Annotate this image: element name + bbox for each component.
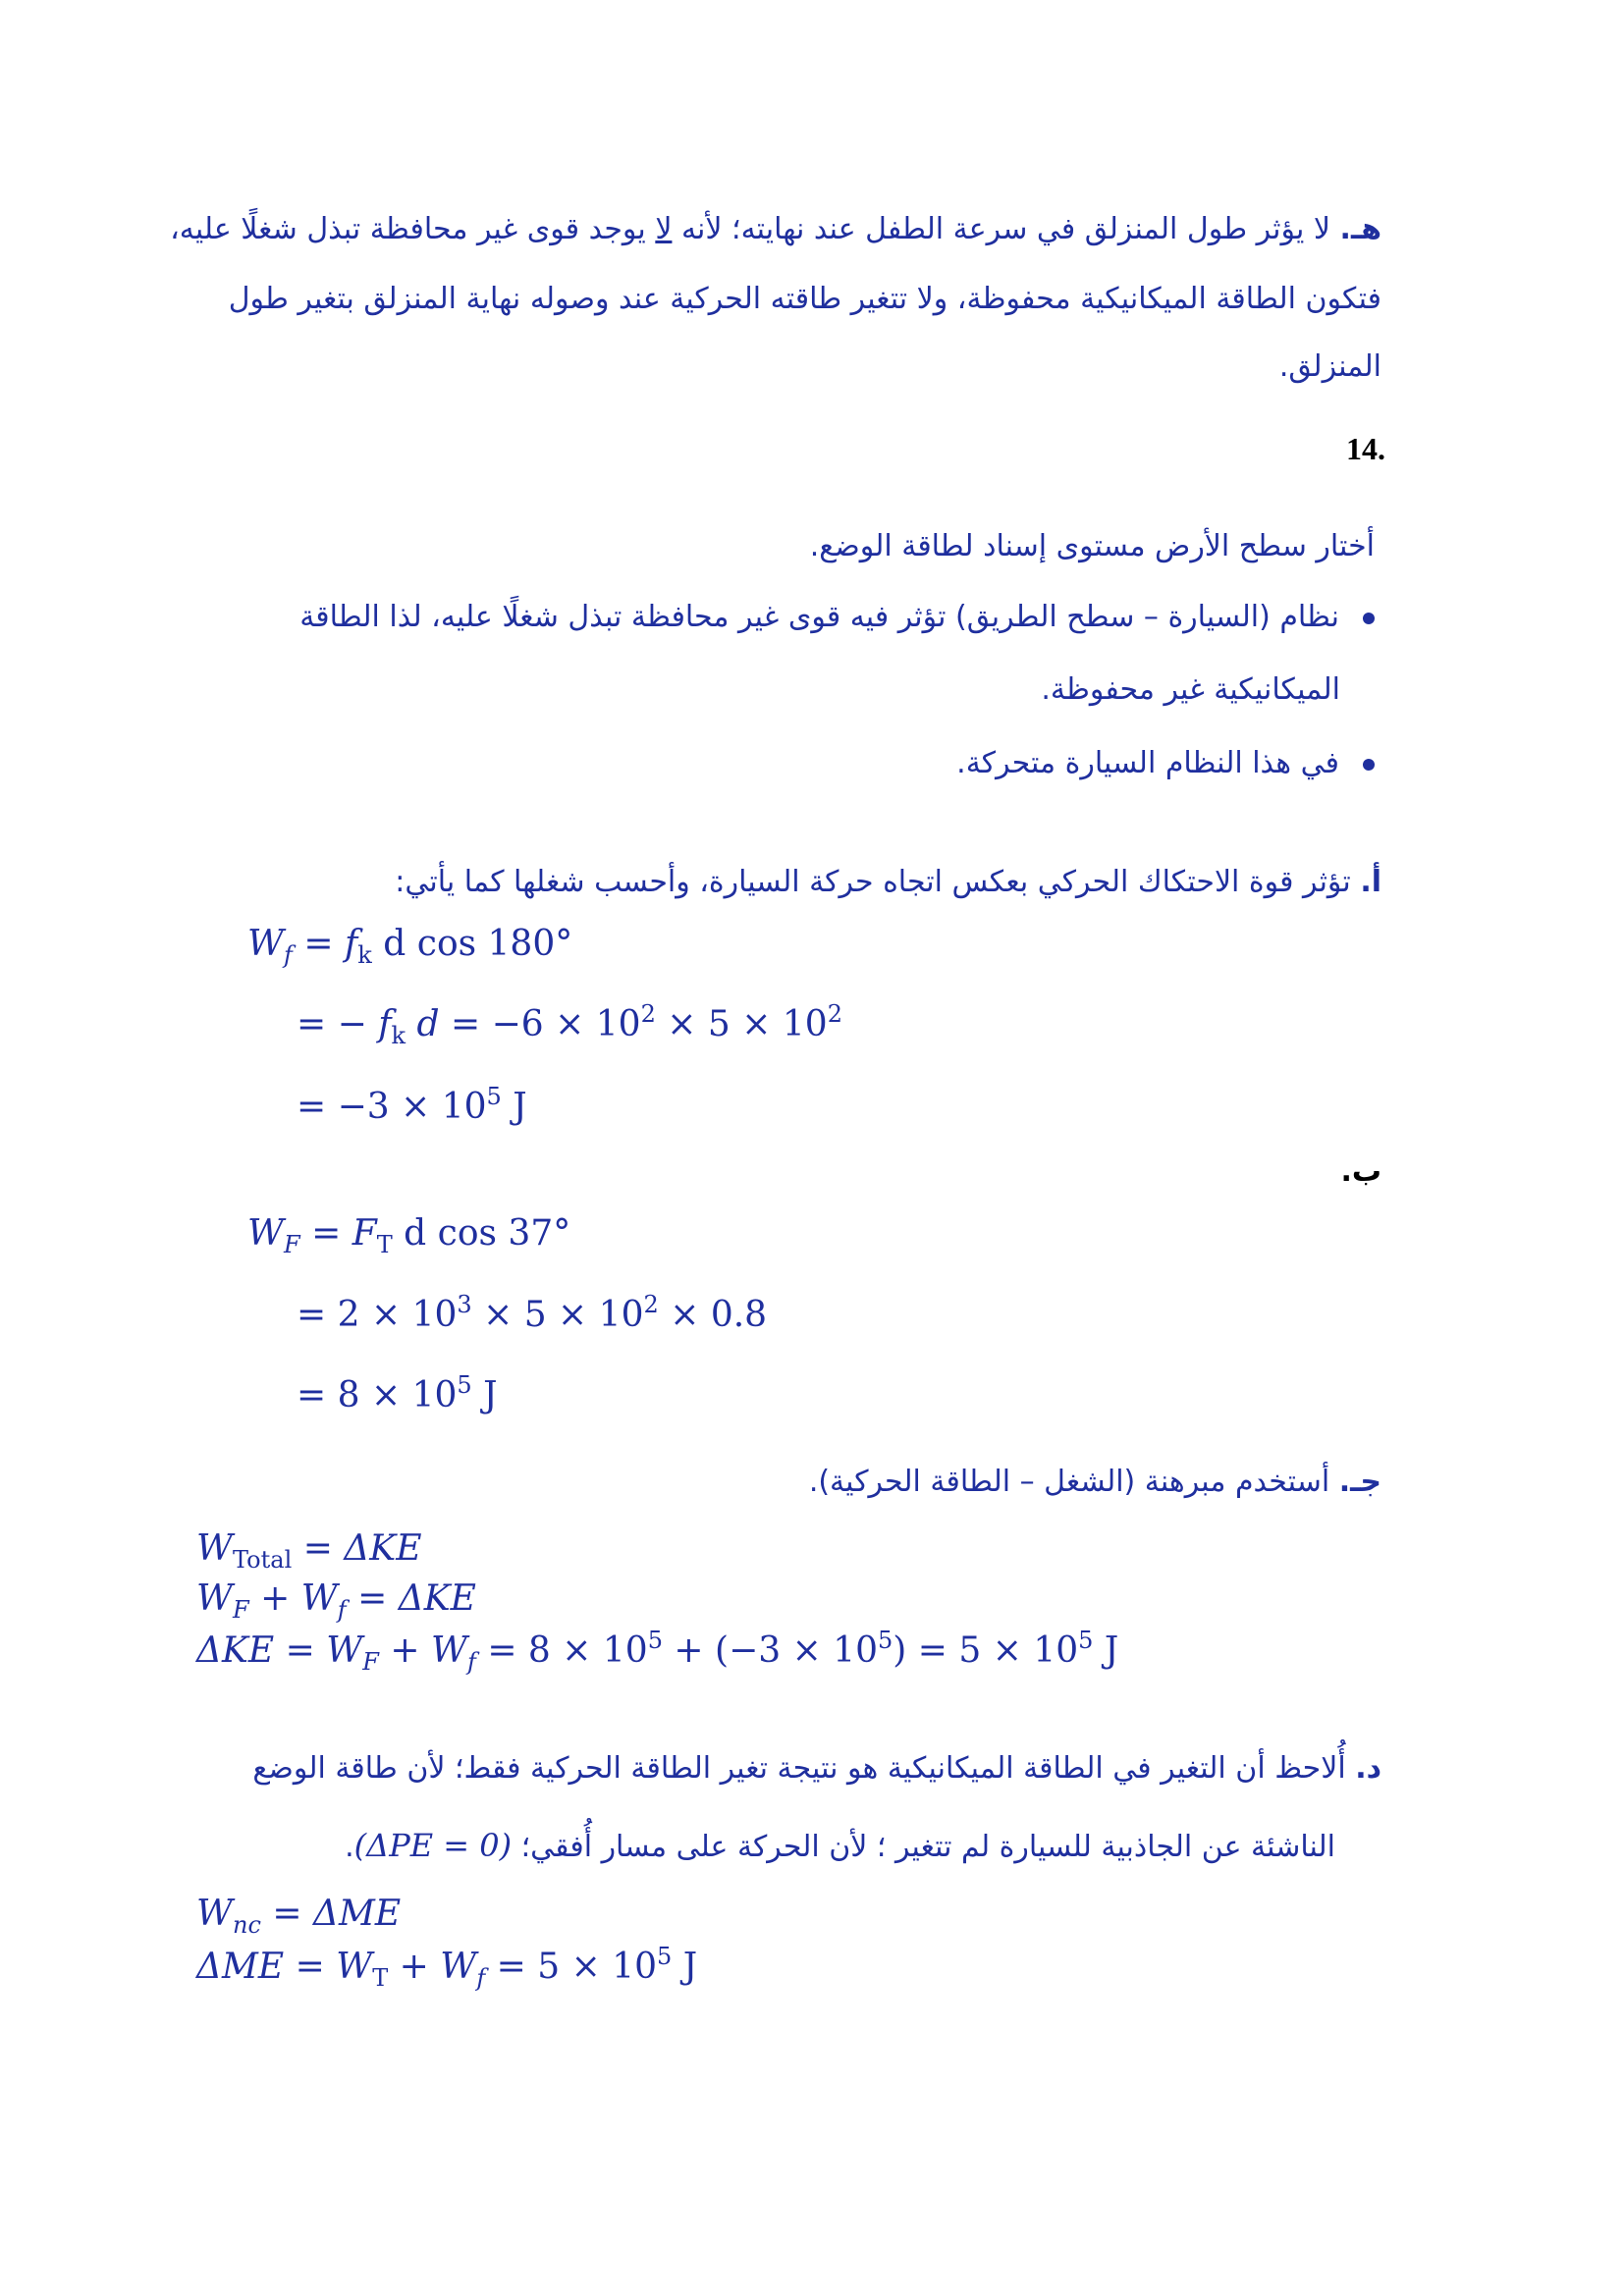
part-b-eq3: = $8 \times 10^5$ J	[297, 1371, 498, 1415]
bullet-1: نظام (السيارة – سطح الطريق) تؤثر فيه قوى غير محافظة تبذل شغلًا عليه، لذا الطاقة	[299, 600, 1375, 635]
part-c-eq2: $W_F + W_f = \Delta KE$	[196, 1578, 476, 1624]
bullet-2: في هذا النظام السيارة متحركة.	[956, 746, 1375, 781]
intro-text: أختار سطح الأرض مستوى إسناد لطاقة الوضع.	[809, 529, 1375, 563]
bullet-icon	[1363, 613, 1375, 624]
bullet-1-cont: الميكانيكية غير محفوظة.	[1041, 672, 1340, 707]
part-c-eq1: $W_{Total} = \Delta KE$	[196, 1528, 422, 1574]
part-a-eq3: = $-3 \times 10^5$ J	[297, 1083, 527, 1127]
part-d-line1: د. أُلاحظ أن التغير في الطاقة الميكانيكية هو نتيجة تغير الطاقة الحركية فقط؛ لأن طاقة الوضع	[252, 1751, 1381, 1786]
part-a-eq2: = − $f_k$ $d = -6 \times 10^2 \times 5 \times 10^2$	[297, 1000, 842, 1049]
part-a-eq1: $W_f = f_k$ d cos 180°	[247, 924, 573, 969]
part-d-eq1: $W_{nc} = \Delta ME$	[196, 1894, 402, 1939]
part-d-eq2: $\Delta ME = W_T + W_f = 5 \times 10^5$ J	[196, 1943, 698, 1992]
part-c-text: جـ. أستخدم مبرهنة (الشغل – الطاقة الحركية).	[808, 1465, 1381, 1499]
part-a-label: أ.	[1360, 865, 1381, 899]
part-a-text: أ. تؤثر قوة الاحتكاك الحركي بعكس اتجاه حركة السيارة، وأحسب شغلها كما يأتي:	[395, 865, 1381, 899]
part-b-label: ب.	[1340, 1154, 1381, 1189]
part-d-line2: الناشئة عن الجاذبية للسيارة لم تتغير ؛ لأن الحركة على مسار أُفقي؛ (ΔPE = 0).	[345, 1827, 1335, 1864]
part-b-eq2: = $2 \times 10^3 \times 5 \times 10^2 \times 0.8$	[297, 1291, 768, 1335]
part-b-eq1: $W_F = F_T$ d cos 37°	[247, 1213, 571, 1258]
part-c-eq3: $\Delta KE = W_F + W_f = 8 \times 10^5 + (-3 \times 10^5) = 5 \times 10^5$ J	[196, 1627, 1119, 1676]
question-number: 14.	[1346, 431, 1385, 466]
part-h-line1: هـ. لا يؤثر طول المنزلق في سرعة الطفل عند نهايته؛ لأنه لا يوجد قوى غير محافظة تبذل شغلًا عليه،	[170, 212, 1381, 246]
part-c-label: جـ.	[1338, 1465, 1381, 1499]
part-h-line2: فتكون الطاقة الميكانيكية محفوظة، ولا تتغير طاقته الحركية عند وصوله نهاية المنزلق بتغير طول	[228, 282, 1381, 316]
part-h-line3: المنزلق.	[1278, 349, 1381, 384]
bullet-icon	[1363, 759, 1375, 771]
part-d-label: د.	[1355, 1751, 1381, 1786]
part-h-label: هـ.	[1339, 212, 1381, 246]
